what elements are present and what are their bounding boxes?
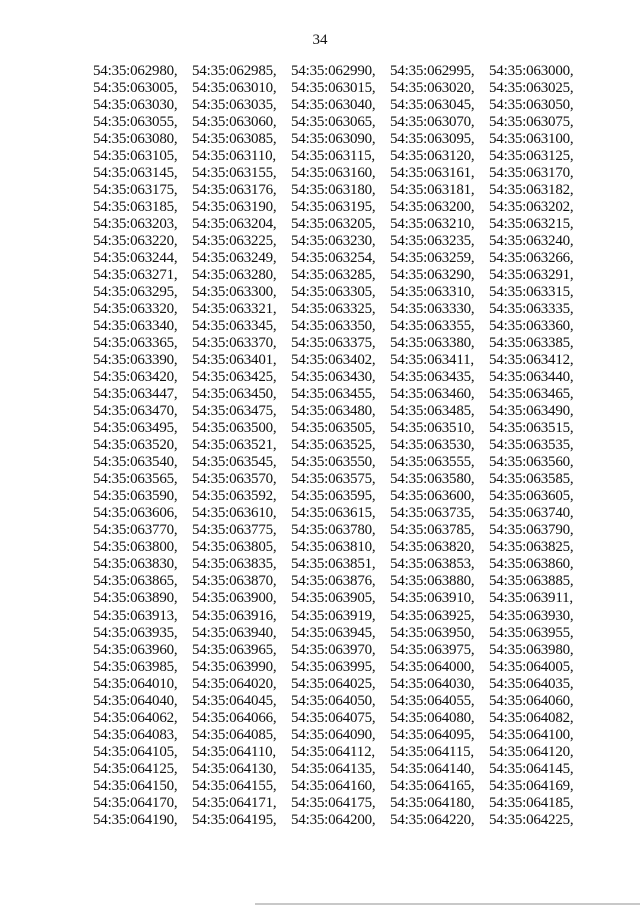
cadastral-number: 54:35:063910, (390, 590, 475, 607)
cadastral-number: 54:35:063485, (390, 403, 475, 420)
cadastral-number: 54:35:062990, (291, 63, 376, 79)
cadastral-number: 54:35:063305, (291, 284, 376, 301)
cadastral-number: 54:35:063125, (489, 148, 574, 165)
cadastral-number: 54:35:063360, (489, 318, 574, 335)
cadastral-number: 54:35:063530, (390, 437, 475, 454)
cadastral-number: 54:35:064020, (192, 675, 277, 692)
cadastral-number: 54:35:063960, (93, 641, 178, 658)
cadastral-number: 54:35:063885, (489, 573, 574, 590)
cadastral-number: 54:35:064050, (291, 692, 376, 709)
cadastral-number: 54:35:063095, (390, 131, 475, 148)
cadastral-number: 54:35:064045, (192, 692, 277, 709)
cadastral-number: 54:35:064110, (192, 743, 276, 760)
cadastral-number: 54:35:064120, (489, 743, 574, 760)
cadastral-number: 54:35:063295, (93, 284, 178, 301)
cadastral-number: 54:35:063090, (291, 131, 376, 148)
cadastral-number: 54:35:063315, (489, 284, 574, 301)
cadastral-number: 54:35:063244, (93, 250, 178, 267)
cadastral-number: 54:35:063913, (93, 607, 178, 624)
cadastral-number: 54:35:063330, (390, 301, 475, 318)
cadastral-number: 54:35:063335, (489, 301, 574, 318)
cadastral-number: 54:35:063605, (489, 488, 574, 505)
cadastral-number: 54:35:063470, (93, 403, 178, 420)
cadastral-number: 54:35:064025, (291, 675, 376, 692)
cadastral-number: 54:35:064112, (291, 743, 375, 760)
cadastral-number: 54:35:064170, (93, 794, 178, 811)
cadastral-number: 54:35:063435, (390, 369, 475, 386)
cadastral-number: 54:35:063830, (93, 556, 178, 573)
cadastral-number: 54:35:063585, (489, 471, 574, 488)
cadastral-number: 54:35:063190, (192, 199, 277, 216)
cadastral-number: 54:35:063865, (93, 573, 178, 590)
cadastral-number: 54:35:063085, (192, 131, 277, 148)
cadastral-number: 54:35:064105, (93, 743, 178, 760)
cadastral-number: 54:35:064010, (93, 675, 178, 692)
cadastral-number: 54:35:063225, (192, 233, 277, 250)
cadastral-number: 54:35:063790, (489, 522, 574, 539)
cadastral-number: 54:35:063570, (192, 471, 277, 488)
cadastral-number: 54:35:063176, (192, 182, 277, 199)
cadastral-number: 54:35:063505, (291, 420, 376, 437)
cadastral-number: 54:35:064115, (390, 743, 474, 760)
cadastral-number: 54:35:063402, (291, 352, 376, 369)
cadastral-number: 54:35:064190, (93, 811, 178, 828)
cadastral-number: 54:35:064090, (291, 726, 376, 743)
cadastral-number: 54:35:063565, (93, 471, 178, 488)
cadastral-number: 54:35:063030, (93, 97, 178, 114)
cadastral-number: 54:35:063375, (291, 335, 376, 352)
cadastral-number: 54:35:064060, (489, 692, 574, 709)
cadastral-number: 54:35:063911, (489, 590, 573, 607)
cadastral-number: 54:35:063080, (93, 131, 178, 148)
cadastral-number: 54:35:063290, (390, 267, 475, 284)
cadastral-number: 54:35:063935, (93, 624, 178, 641)
cadastral-number: 54:35:063035, (192, 97, 277, 114)
cadastral-number: 54:35:064169, (489, 777, 574, 794)
cadastral-number: 54:35:063120, (390, 148, 475, 165)
cadastral-number: 54:35:063350, (291, 318, 376, 335)
cadastral-number: 54:35:064083, (93, 726, 178, 743)
cadastral-number: 54:35:064220, (390, 811, 475, 828)
page-number: 34 (312, 32, 328, 48)
cadastral-number: 54:35:063925, (390, 607, 475, 624)
cadastral-number: 54:35:063385, (489, 335, 574, 352)
cadastral-number: 54:35:063447, (93, 386, 178, 403)
cadastral-number: 54:35:064171, (192, 794, 277, 811)
cadastral-number: 54:35:063950, (390, 624, 475, 641)
cadastral-number: 54:35:064000, (390, 658, 475, 675)
cadastral-number: 54:35:063930, (489, 607, 574, 624)
cadastral-number: 54:35:064055, (390, 692, 475, 709)
cadastral-number: 54:35:063965, (192, 641, 277, 658)
cadastral-number: 54:35:063005, (93, 80, 178, 97)
cadastral-number: 54:35:063595, (291, 488, 376, 505)
cadastral-number: 54:35:063916, (192, 607, 277, 624)
cadastral-number: 54:35:063555, (390, 454, 475, 471)
cadastral-number: 54:35:063970, (291, 641, 376, 658)
cadastral-number: 54:35:063851, (291, 556, 376, 573)
cadastral-number: 54:35:063045, (390, 97, 475, 114)
cadastral-number: 54:35:063580, (390, 471, 475, 488)
cadastral-number: 54:35:063390, (93, 352, 178, 369)
cadastral-number: 54:35:064095, (390, 726, 475, 743)
cadastral-number: 54:35:064100, (489, 726, 574, 743)
cadastral-number: 54:35:063880, (390, 573, 475, 590)
cadastral-number: 54:35:064155, (192, 777, 277, 794)
cadastral-number: 54:35:064160, (291, 777, 376, 794)
cadastral-number: 54:35:063810, (291, 539, 376, 556)
cadastral-number: 54:35:063182, (489, 182, 574, 199)
cadastral-number: 54:35:064040, (93, 692, 178, 709)
cadastral-number: 54:35:063615, (291, 505, 376, 522)
cadastral-number: 54:35:063805, (192, 539, 277, 556)
cadastral-number: 54:35:063015, (291, 80, 376, 97)
cadastral-number: 54:35:063495, (93, 420, 178, 437)
cadastral-number: 54:35:064082, (489, 709, 574, 726)
cadastral-number: 54:35:064075, (291, 709, 376, 726)
cadastral-number: 54:35:063249, (192, 250, 277, 267)
cadastral-number: 54:35:063525, (291, 437, 376, 454)
cadastral-number: 54:35:063291, (489, 267, 574, 284)
cadastral-number: 54:35:063500, (192, 420, 277, 437)
cadastral-number: 54:35:063985, (93, 658, 178, 675)
cadastral-number: 54:35:063475, (192, 403, 277, 420)
cadastral-number: 54:35:063955, (489, 624, 574, 641)
cadastral-number: 54:35:063230, (291, 233, 376, 250)
cadastral-number: 54:35:063825, (489, 539, 574, 556)
cadastral-number: 54:35:063535, (489, 437, 574, 454)
cadastral-number: 54:35:063254, (291, 250, 376, 267)
cadastral-number: 54:35:063050, (489, 97, 574, 114)
cadastral-number: 54:35:063145, (93, 165, 178, 182)
cadastral-number: 54:35:063195, (291, 199, 376, 216)
cadastral-number: 54:35:063340, (93, 318, 178, 335)
cadastral-number: 54:35:064225, (489, 811, 574, 828)
cadastral-number: 54:35:063160, (291, 165, 376, 182)
cadastral-number: 54:35:063365, (93, 335, 178, 352)
cadastral-number: 54:35:063345, (192, 318, 277, 335)
cadastral-number: 54:35:064066, (192, 709, 277, 726)
cadastral-number: 54:35:063020, (390, 80, 475, 97)
cadastral-number: 54:35:063510, (390, 420, 475, 437)
cadastral-number: 54:35:063919, (291, 607, 376, 624)
cadastral-number: 54:35:063202, (489, 199, 574, 216)
cadastral-number: 54:35:063210, (390, 216, 475, 233)
cadastral-number: 54:35:062985, (192, 63, 277, 79)
cadastral-number: 54:35:063310, (390, 284, 475, 301)
cadastral-number: 54:35:063355, (390, 318, 475, 335)
cadastral-number: 54:35:063161, (390, 165, 475, 182)
cadastral-number: 54:35:063990, (192, 658, 277, 675)
cadastral-number: 54:35:063521, (192, 437, 277, 454)
cadastral-number: 54:35:063785, (390, 522, 475, 539)
cadastral-number: 54:35:063115, (291, 148, 375, 165)
cadastral-number: 54:35:063321, (192, 301, 277, 318)
cadastral-number: 54:35:063520, (93, 437, 178, 454)
cadastral-number: 54:35:063540, (93, 454, 178, 471)
cadastral-number: 54:35:064195, (192, 811, 277, 828)
cadastral-number: 54:35:063235, (390, 233, 475, 250)
cadastral-number: 54:35:064175, (291, 794, 376, 811)
cadastral-number: 54:35:063155, (192, 165, 277, 182)
cadastral-number: 54:35:063110, (192, 148, 276, 165)
cadastral-number-list (93, 63, 583, 829)
cadastral-number: 54:35:064125, (93, 760, 178, 777)
cadastral-number: 54:35:063465, (489, 386, 574, 403)
cadastral-number: 54:35:063220, (93, 233, 178, 250)
cadastral-number: 54:35:063450, (192, 386, 277, 403)
cadastral-number: 54:35:064185, (489, 794, 574, 811)
cadastral-number: 54:35:063545, (192, 454, 277, 471)
cadastral-number: 54:35:063995, (291, 658, 376, 675)
cadastral-number: 54:35:063320, (93, 301, 178, 318)
cadastral-number: 54:35:063000, (489, 63, 574, 79)
cadastral-number: 54:35:063480, (291, 403, 376, 420)
cadastral-number: 54:35:063853, (390, 556, 475, 573)
cadastral-number: 54:35:063735, (390, 505, 475, 522)
cadastral-number: 54:35:063300, (192, 284, 277, 301)
cadastral-number: 54:35:063835, (192, 556, 277, 573)
cadastral-number: 54:35:063259, (390, 250, 475, 267)
cadastral-number: 54:35:063440, (489, 369, 574, 386)
cadastral-number: 54:35:063945, (291, 624, 376, 641)
cadastral-number: 54:35:063185, (93, 199, 178, 216)
cadastral-number: 54:35:063905, (291, 590, 376, 607)
cadastral-number: 54:35:064135, (291, 760, 376, 777)
cadastral-number: 54:35:063285, (291, 267, 376, 284)
cadastral-number: 54:35:063975, (390, 641, 475, 658)
cadastral-number: 54:35:064080, (390, 709, 475, 726)
cadastral-number: 54:35:063610, (192, 505, 277, 522)
cadastral-number: 54:35:063411, (390, 352, 474, 369)
cadastral-number: 54:35:063105, (93, 148, 178, 165)
cadastral-number: 54:35:064180, (390, 794, 475, 811)
cadastral-number: 54:35:063170, (489, 165, 574, 182)
cadastral-number: 54:35:063025, (489, 80, 574, 97)
cadastral-number: 54:35:063800, (93, 539, 178, 556)
cadastral-number: 54:35:063380, (390, 335, 475, 352)
cadastral-number: 54:35:063490, (489, 403, 574, 420)
cadastral-number: 54:35:063900, (192, 590, 277, 607)
cadastral-number: 54:35:064062, (93, 709, 178, 726)
cadastral-number: 54:35:064130, (192, 760, 277, 777)
cadastral-number: 54:35:064140, (390, 760, 475, 777)
cadastral-number: 54:35:063515, (489, 420, 574, 437)
cadastral-number: 54:35:064200, (291, 811, 376, 828)
cadastral-number: 54:35:063040, (291, 97, 376, 114)
cadastral-number: 54:35:064035, (489, 675, 574, 692)
cadastral-number: 54:35:063420, (93, 369, 178, 386)
cadastral-number: 54:35:063592, (192, 488, 277, 505)
cadastral-number: 54:35:063203, (93, 216, 178, 233)
cadastral-number: 54:35:063890, (93, 590, 178, 607)
cadastral-number: 54:35:063200, (390, 199, 475, 216)
cadastral-number: 54:35:063180, (291, 182, 376, 199)
cadastral-number: 54:35:063430, (291, 369, 376, 386)
cadastral-number: 54:35:063175, (93, 182, 178, 199)
cadastral-number: 54:35:063980, (489, 641, 574, 658)
cadastral-number: 54:35:064165, (390, 777, 475, 794)
cadastral-number: 54:35:064145, (489, 760, 574, 777)
cadastral-number: 54:35:063401, (192, 352, 277, 369)
cadastral-number: 54:35:063065, (291, 114, 376, 131)
cadastral-number: 54:35:063325, (291, 301, 376, 318)
cadastral-number: 54:35:063550, (291, 454, 376, 471)
cadastral-number: 54:35:064085, (192, 726, 277, 743)
cadastral-number: 54:35:063780, (291, 522, 376, 539)
cadastral-number: 54:35:063181, (390, 182, 475, 199)
cadastral-number: 54:35:063100, (489, 131, 574, 148)
cadastral-number: 54:35:063590, (93, 488, 178, 505)
cadastral-number: 54:35:062980, (93, 63, 178, 79)
cadastral-number: 54:35:063055, (93, 114, 178, 131)
cadastral-number: 54:35:063820, (390, 539, 475, 556)
cadastral-number: 54:35:063370, (192, 335, 277, 352)
cadastral-number: 54:35:063575, (291, 471, 376, 488)
cadastral-number: 54:35:063606, (93, 505, 178, 522)
cadastral-number: 54:35:062995, (390, 63, 475, 79)
cadastral-number: 54:35:063870, (192, 573, 277, 590)
cadastral-number: 54:35:063070, (390, 114, 475, 131)
cadastral-number: 54:35:063740, (489, 505, 574, 522)
cadastral-number: 54:35:063060, (192, 114, 277, 131)
cadastral-number: 54:35:063770, (93, 522, 178, 539)
cadastral-number: 54:35:063205, (291, 216, 376, 233)
cadastral-number: 54:35:064030, (390, 675, 475, 692)
cadastral-number: 54:35:064005, (489, 658, 574, 675)
cadastral-number: 54:35:063240, (489, 233, 574, 250)
cadastral-number: 54:35:063775, (192, 522, 277, 539)
cadastral-number: 54:35:063940, (192, 624, 277, 641)
cadastral-number: 54:35:063455, (291, 386, 376, 403)
cadastral-number: 54:35:063600, (390, 488, 475, 505)
cadastral-number: 54:35:063860, (489, 556, 574, 573)
cadastral-number: 54:35:063412, (489, 352, 574, 369)
cadastral-number: 54:35:063425, (192, 369, 277, 386)
cadastral-number: 54:35:063010, (192, 80, 277, 97)
cadastral-number: 54:35:063215, (489, 216, 574, 233)
cadastral-number: 54:35:063204, (192, 216, 277, 233)
cadastral-number: 54:35:063876, (291, 573, 376, 590)
cadastral-number: 54:35:063266, (489, 250, 574, 267)
cadastral-number: 54:35:063460, (390, 386, 475, 403)
cadastral-number: 54:35:063075, (489, 114, 574, 131)
cadastral-number: 54:35:064150, (93, 777, 178, 794)
cadastral-number: 54:35:063280, (192, 267, 277, 284)
cadastral-number: 54:35:063271, (93, 267, 178, 284)
cadastral-number: 54:35:063560, (489, 454, 574, 471)
